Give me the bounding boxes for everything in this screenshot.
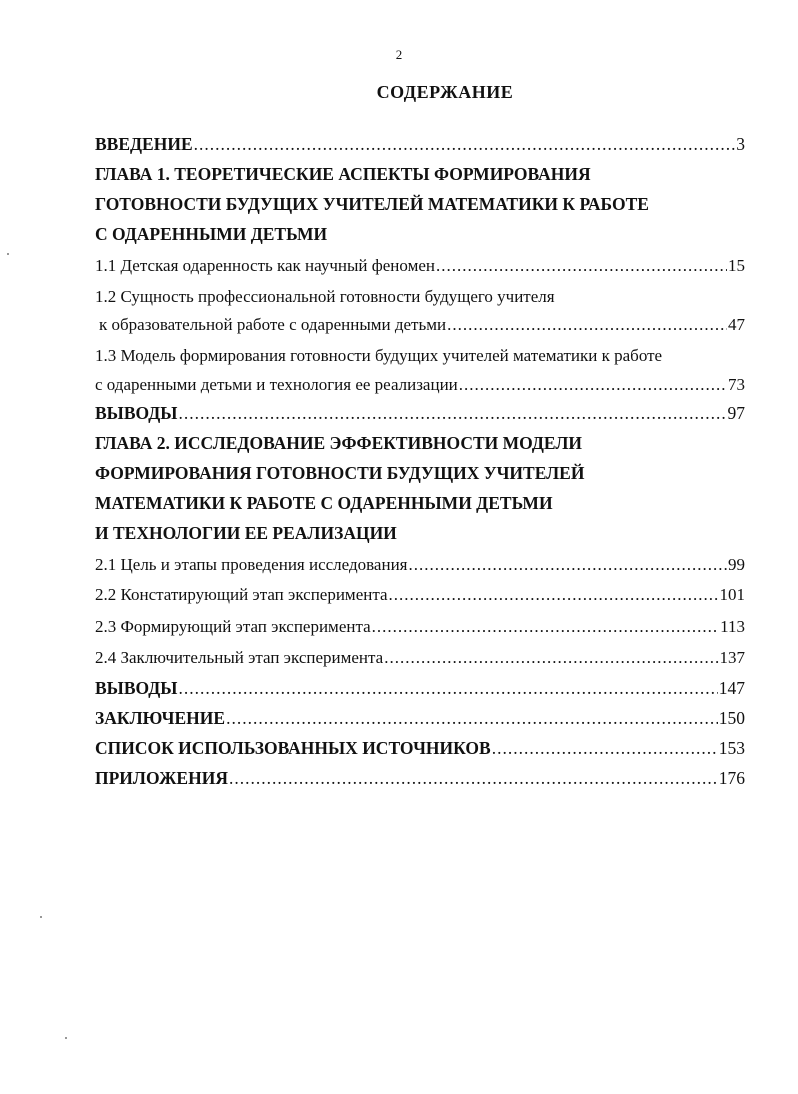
toc-entry-2-2 bbox=[95, 580, 745, 610]
toc-entry-page: 3 bbox=[736, 134, 745, 154]
toc-entry-page: 97 bbox=[727, 403, 745, 423]
toc-entry-page: 73 bbox=[728, 375, 745, 394]
dot-leader bbox=[179, 398, 727, 428]
dot-leader bbox=[409, 550, 728, 580]
toc-entry-text: 2.4 Заключительный этап эксперимента bbox=[95, 648, 384, 667]
dot-leader bbox=[226, 703, 718, 733]
toc-entry-1-3-line-1 bbox=[95, 341, 745, 371]
toc-entry-text: 1.1 Детская одаренность как научный феномен bbox=[95, 256, 435, 275]
toc-entry-text: 2.1 Цель и этапы проведения исследования bbox=[95, 555, 408, 574]
dot-leader bbox=[179, 673, 718, 703]
toc-entry-2-3 bbox=[95, 612, 745, 642]
toc-entry-text: ВВЕДЕНИЕ bbox=[95, 134, 193, 154]
toc-entry-page: 113 bbox=[720, 617, 745, 636]
toc-entry-conclusions-2 bbox=[95, 673, 745, 703]
dot-leader bbox=[372, 612, 719, 642]
toc-entry-text: с одаренными детьми и технология ее реализации bbox=[95, 375, 458, 394]
toc-entry-conclusion bbox=[95, 703, 745, 733]
toc-entry-page: 99 bbox=[728, 555, 745, 574]
toc-entry-text: 2.2 Констатирующий этап эксперимента bbox=[95, 585, 388, 604]
toc-entry-introduction bbox=[95, 129, 745, 159]
toc-entry-page: 101 bbox=[719, 585, 745, 604]
toc-entry-page: 150 bbox=[718, 708, 745, 728]
toc-entry-1-3-line-2 bbox=[95, 370, 745, 400]
toc-entry-text: МАТЕМАТИКИ К РАБОТЕ С ОДАРЕННЫМИ ДЕТЬМИ bbox=[95, 493, 553, 513]
toc-entry-appendices bbox=[95, 763, 745, 793]
toc-entry-text: к образовательной работе с одаренными детьми bbox=[99, 315, 447, 334]
toc-chapter-2-heading-line-3 bbox=[95, 488, 745, 518]
toc-entry-text: ВЫВОДЫ bbox=[95, 678, 178, 698]
toc-entry-text: ГОТОВНОСТИ БУДУЩИХ УЧИТЕЛЕЙ МАТЕМАТИКИ К РАБОТЕ bbox=[95, 194, 649, 214]
toc-chapter-2-heading-line-2 bbox=[95, 458, 745, 488]
toc-chapter-1-heading-line-2 bbox=[95, 189, 745, 219]
scan-speck bbox=[65, 1037, 67, 1039]
dot-leader bbox=[389, 580, 719, 610]
toc-entry-page: 15 bbox=[728, 256, 745, 275]
toc-chapter-2-heading-line-1 bbox=[95, 428, 745, 458]
dot-leader bbox=[194, 129, 736, 159]
toc-entry-references bbox=[95, 733, 745, 763]
toc-entry-text: С ОДАРЕННЫМИ ДЕТЬМИ bbox=[95, 224, 328, 244]
toc-entry-text: ПРИЛОЖЕНИЯ bbox=[95, 768, 228, 788]
toc-chapter-1-heading-line-1 bbox=[95, 159, 745, 189]
toc-entry-page: 176 bbox=[718, 768, 745, 788]
toc-entry-1-2-line-2 bbox=[99, 310, 745, 340]
toc-entry-2-4 bbox=[95, 643, 745, 673]
toc-entry-text: СПИСОК ИСПОЛЬЗОВАННЫХ ИСТОЧНИКОВ bbox=[95, 738, 491, 758]
dot-leader bbox=[447, 310, 727, 340]
toc-entry-text: 2.3 Формирующий этап эксперимента bbox=[95, 617, 371, 636]
scan-speck bbox=[40, 916, 42, 918]
toc-entry-text: ЗАКЛЮЧЕНИЕ bbox=[95, 708, 226, 728]
toc-chapter-1-heading-line-3 bbox=[95, 219, 745, 249]
toc-entry-text: 1.2 Сущность профессиональной готовности будущего учителя bbox=[95, 287, 555, 306]
page-number: 2 bbox=[395, 47, 403, 62]
toc-entry-conclusions-1 bbox=[95, 398, 745, 428]
toc-entry-text: ГЛАВА 1. ТЕОРЕТИЧЕСКИЕ АСПЕКТЫ ФОРМИРОВАНИЯ bbox=[95, 164, 591, 184]
toc-entry-text: ФОРМИРОВАНИЯ ГОТОВНОСТИ БУДУЩИХ УЧИТЕЛЕЙ bbox=[95, 463, 585, 483]
dot-leader bbox=[229, 763, 718, 793]
toc-entry-text: И ТЕХНОЛОГИИ ЕЕ РЕАЛИЗАЦИИ bbox=[95, 523, 397, 543]
toc-entry-page: 147 bbox=[718, 678, 745, 698]
toc-entry-1-2-line-1 bbox=[95, 282, 745, 312]
dot-leader bbox=[436, 251, 727, 281]
toc-chapter-2-heading-line-4 bbox=[95, 518, 745, 548]
toc-entry-page: 137 bbox=[719, 648, 745, 667]
dot-leader bbox=[384, 643, 718, 673]
toc-entry-text: ВЫВОДЫ bbox=[95, 403, 178, 423]
toc-entry-1-1 bbox=[95, 251, 745, 281]
page-title: СОДЕРЖАНИЕ bbox=[376, 82, 514, 102]
toc-entry-text: 1.3 Модель формирования готовности будущих учителей математики к работе bbox=[95, 346, 663, 365]
toc-entry-page: 153 bbox=[718, 738, 745, 758]
toc-entry-text: ГЛАВА 2. ИССЛЕДОВАНИЕ ЭФФЕКТИВНОСТИ МОДЕЛИ bbox=[95, 433, 583, 453]
toc-entry-page: 47 bbox=[728, 315, 745, 334]
scan-speck bbox=[7, 253, 9, 255]
toc-entry-2-1 bbox=[95, 550, 745, 580]
dot-leader bbox=[492, 733, 718, 763]
dot-leader bbox=[459, 370, 727, 400]
